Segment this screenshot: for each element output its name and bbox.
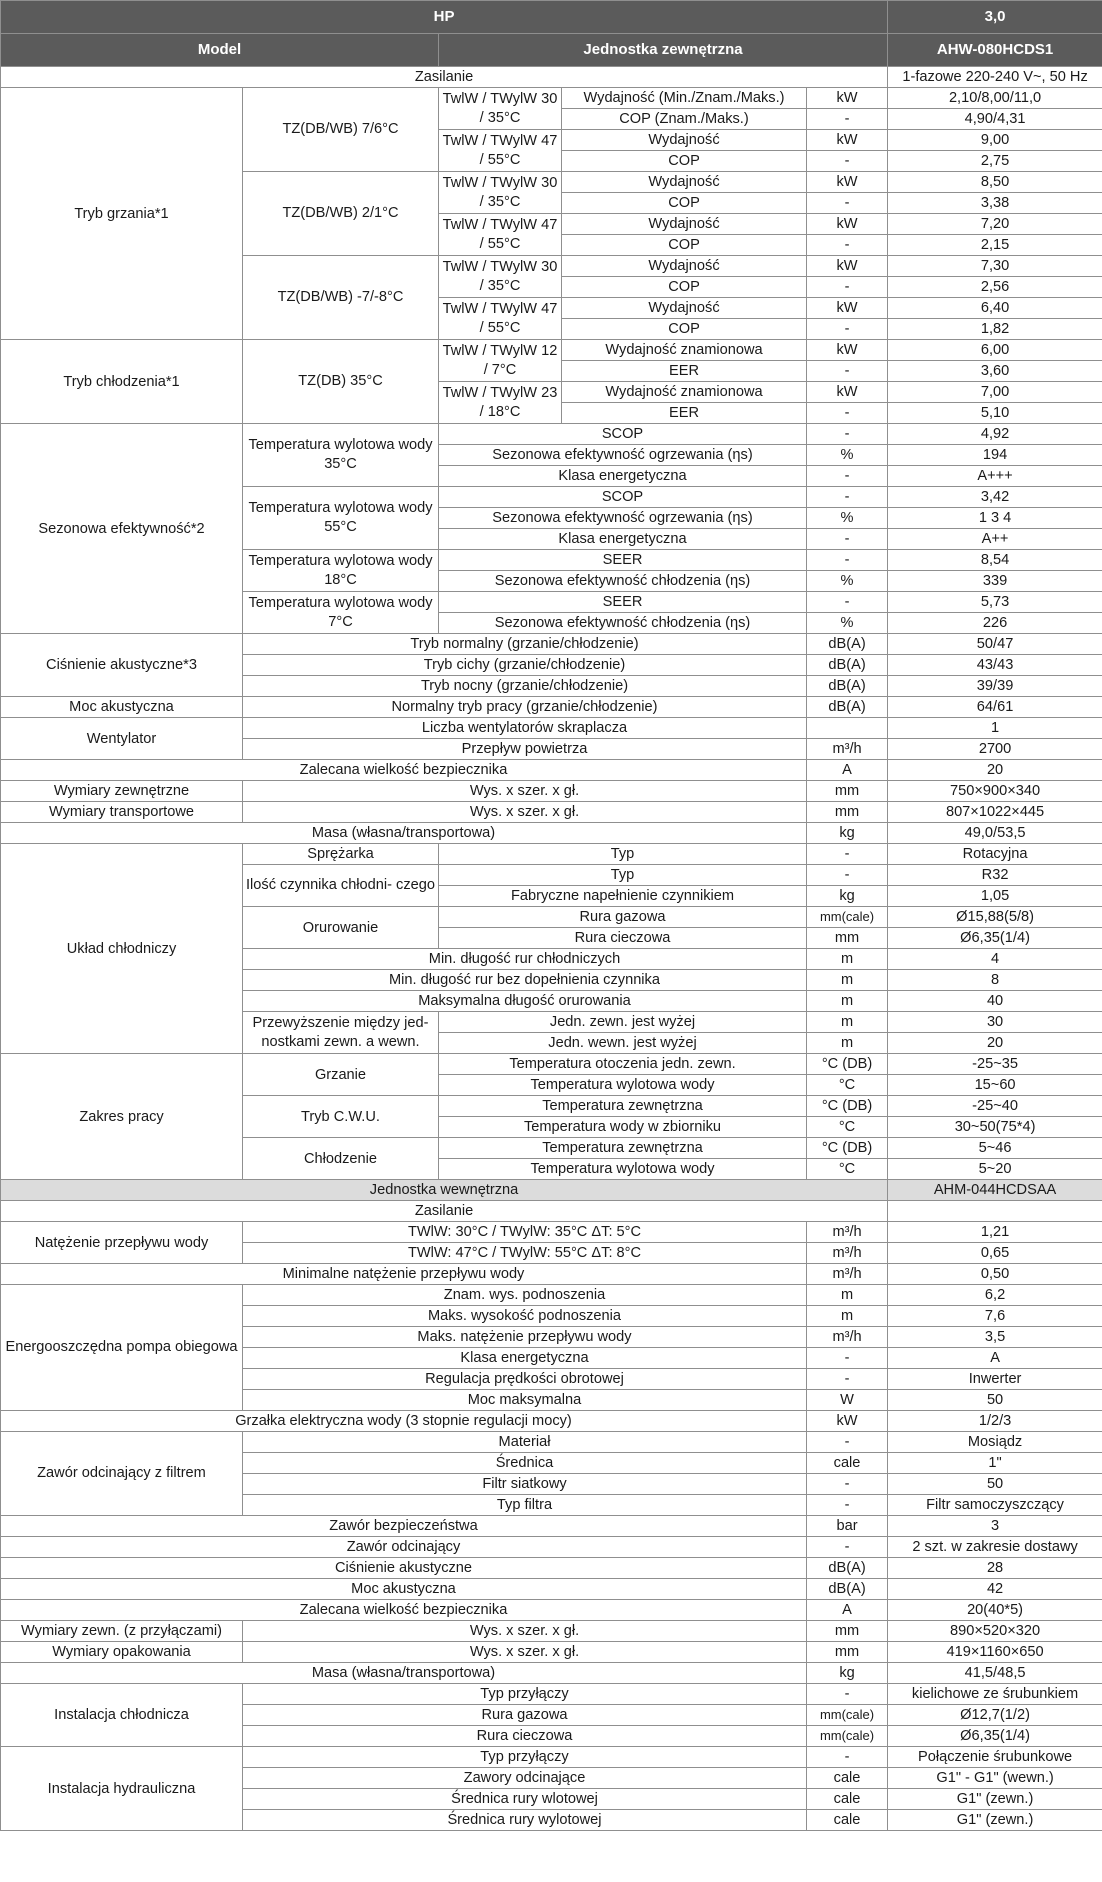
table-row: Tryb grzania*1 TZ(DB/WB) 7/6°C TwlW / TWylW 30 / 35°C Wydajność (Min./Znam./Maks.) kW 2,10/8,00/11,0 (1, 88, 1102, 109)
outdoor-unit-label: Jednostka zewnętrzna (439, 34, 888, 67)
table-row: Rura gazowa mm(cale) Ø12,7(1/2) (1, 1705, 1102, 1726)
table-row: Tryb C.W.U. Temperatura zewnętrzna °C (DB) -25~40 (1, 1096, 1102, 1117)
seasonal-label: Sezonowa efektywność*2 (1, 424, 243, 634)
table-row: Sezonowa efektywność chłodzenia (ηs) % 339 (1, 571, 1102, 592)
table-row: Moc akustyczna Normalny tryb pracy (grzanie/chłodzenie) dB(A) 64/61 (1, 697, 1102, 718)
table-row: Energooszczędna pompa obiegowa Znam. wys. podnoszenia m 6,2 (1, 1285, 1102, 1306)
table-row: Moc maksymalna W 50 (1, 1390, 1102, 1411)
table-row: TZ(DB/WB) -7/-8°C TwlW / TWylW 30 / 35°C Wydajność kW 7,30 (1, 256, 1102, 277)
table-row: Średnica cale 1" (1, 1453, 1102, 1474)
table-row: Maksymalna długość orurowania m 40 (1, 991, 1102, 1012)
table-row: Ciśnienie akustyczne dB(A) 28 (1, 1558, 1102, 1579)
cooling-label: Tryb chłodzenia*1 (1, 340, 243, 424)
table-row: Zawór bezpieczeństwa bar 3 (1, 1516, 1102, 1537)
table-row: Przewyższenie między jed- nostkami zewn. a wewn. Jedn. zewn. jest wyżej m 30 (1, 1012, 1102, 1033)
table-row: Orurowanie Rura gazowa mm(cale) Ø15,88(5/8) (1, 907, 1102, 928)
table-row: Masa (własna/transportowa) kg 41,5/48,5 (1, 1663, 1102, 1684)
table-row: EER - 3,60 (1, 361, 1102, 382)
table-row: Układ chłodniczy Sprężarka Typ - Rotacyjna (1, 844, 1102, 865)
table-row: Sezonowa efektywność ogrzewania (ηs) % 1 3 4 (1, 508, 1102, 529)
table-row: EER - 5,10 (1, 403, 1102, 424)
table-row: Tryb cichy (grzanie/chłodzenie) dB(A) 43/43 (1, 655, 1102, 676)
table-row: Temperatura wylotowa wody 18°C SEER - 8,54 (1, 550, 1102, 571)
indoor-section-row (1, 1180, 1102, 1201)
model-label: Model (1, 34, 439, 67)
table-row: Filtr siatkowy - 50 (1, 1474, 1102, 1495)
table-row: Zakres pracy Grzanie Temperatura otoczenia jedn. zewn. °C (DB) -25~35 (1, 1054, 1102, 1075)
table-row: Chłodzenie Temperatura zewnętrzna °C (DB) 5~46 (1, 1138, 1102, 1159)
table-row: Natężenie przepływu wody TWlW: 30°C / TWylW: 35°C ΔT: 5°C m³/h 1,21 (1, 1222, 1102, 1243)
header-row-hp (1, 1, 1102, 34)
table-row: Grzałka elektryczna wody (3 stopnie regulacji mocy) kW 1/2/3 (1, 1411, 1102, 1432)
indoor-model: AHM-044HCDSAA (888, 1180, 1102, 1201)
table-row: Temperatura wylotowa wody °C 15~60 (1, 1075, 1102, 1096)
table-row: Moc akustyczna dB(A) 42 (1, 1579, 1102, 1600)
table-row: Wymiary zewn. (z przyłączami) Wys. x szer. x gł. mm 890×520×320 (1, 1621, 1102, 1642)
table-row: Rura cieczowa mm Ø6,35(1/4) (1, 928, 1102, 949)
table-row: Zawór odcinający - 2 szt. w zakresie dostawy (1, 1537, 1102, 1558)
hp-label: HP (1, 1, 888, 34)
table-row: Instalacja hydrauliczna Typ przyłączy - Połączenie śrubunkowe (1, 1747, 1102, 1768)
table-row: Rura cieczowa mm(cale) Ø6,35(1/4) (1, 1726, 1102, 1747)
table-row: Jedn. wewn. jest wyżej m 20 (1, 1033, 1102, 1054)
table-row: COP (Znam./Maks.) - 4,90/4,31 (1, 109, 1102, 130)
table-row: Zawór odcinający z filtrem Materiał - Mosiądz (1, 1432, 1102, 1453)
table-row: Sezonowa efektywność ogrzewania (ηs) % 194 (1, 445, 1102, 466)
table-row: Temperatura wylotowa wody 7°C SEER - 5,73 (1, 592, 1102, 613)
table-row: Zalecana wielkość bezpiecznika A 20 (1, 760, 1102, 781)
table-row: Min. długość rur bez dopełnienia czynnika m 8 (1, 970, 1102, 991)
table-row: COP - 1,82 (1, 319, 1102, 340)
table-row: Instalacja chłodnicza Typ przyłączy - kielichowe ze śrubunkiem (1, 1684, 1102, 1705)
table-row: Zasilanie 1-fazowe 220-240 V~, 50 Hz (1, 67, 1102, 88)
table-row: Ilość czynnika chłodni- czego Typ - R32 (1, 865, 1102, 886)
table-row: Tryb nocny (grzanie/chłodzenie) dB(A) 39/39 (1, 676, 1102, 697)
table-row: Średnica rury wlotowej cale G1" (zewn.) (1, 1789, 1102, 1810)
range-label: Zakres pracy (1, 1054, 243, 1180)
table-row: Wymiary opakowania Wys. x szer. x gł. mm 419×1160×650 (1, 1642, 1102, 1663)
table-row: Maks. natężenie przepływu wody m³/h 3,5 (1, 1327, 1102, 1348)
table-row: Sezonowa efektywność*2 Temperatura wylotowa wody 35°C SCOP - 4,92 (1, 424, 1102, 445)
table-row: COP - 2,15 (1, 235, 1102, 256)
indoor-unit-label: Jednostka wewnętrzna (1, 1180, 888, 1201)
table-row: Klasa energetyczna - A (1, 1348, 1102, 1369)
table-row: Zalecana wielkość bezpiecznika A 20(40*5) (1, 1600, 1102, 1621)
outdoor-model: AHW-080HCDS1 (888, 34, 1102, 67)
table-row: Minimalne natężenie przepływu wody m³/h 0,50 (1, 1264, 1102, 1285)
table-row: TwlW / TWylW 23 / 18°C Wydajność znamionowa kW 7,00 (1, 382, 1102, 403)
table-row: Klasa energetyczna - A++ (1, 529, 1102, 550)
table-row: Fabryczne napełnienie czynnikiem kg 1,05 (1, 886, 1102, 907)
table-row: Maks. wysokość podnoszenia m 7,6 (1, 1306, 1102, 1327)
table-row: Klasa energetyczna - A+++ (1, 466, 1102, 487)
table-row: Wymiary zewnętrzne Wys. x szer. x gł. mm 750×900×340 (1, 781, 1102, 802)
table-row: Wymiary transportowe Wys. x szer. x gł. mm 807×1022×445 (1, 802, 1102, 823)
table-row: TWlW: 47°C / TWylW: 55°C ΔT: 8°C m³/h 0,65 (1, 1243, 1102, 1264)
table-row: Wentylator Liczba wentylatorów skraplacza 1 (1, 718, 1102, 739)
table-row: Zawory odcinające cale G1" - G1" (wewn.) (1, 1768, 1102, 1789)
table-row: COP - 2,56 (1, 277, 1102, 298)
table-row: Sezonowa efektywność chłodzenia (ηs) % 226 (1, 613, 1102, 634)
table-row: Typ filtra - Filtr samoczyszczący (1, 1495, 1102, 1516)
table-row: TZ(DB/WB) 2/1°C TwlW / TWylW 30 / 35°C Wydajność kW 8,50 (1, 172, 1102, 193)
table-row: Zasilanie (1, 1201, 1102, 1222)
refrigerant-label: Układ chłodniczy (1, 844, 243, 1054)
table-row: Regulacja prędkości obrotowej - Inwerter (1, 1369, 1102, 1390)
header-row-model (1, 34, 1102, 67)
table-row: COP - 3,38 (1, 193, 1102, 214)
heating-label: Tryb grzania*1 (1, 88, 243, 340)
table-row: Temperatura wylotowa wody 55°C SCOP - 3,42 (1, 487, 1102, 508)
table-row: TwlW / TWylW 47 / 55°C Wydajność kW 9,00 (1, 130, 1102, 151)
table-row: Średnica rury wylotowej cale G1" (zewn.) (1, 1810, 1102, 1831)
table-row: Przepływ powietrza m³/h 2700 (1, 739, 1102, 760)
table-row: COP - 2,75 (1, 151, 1102, 172)
table-row: Temperatura wody w zbiorniku °C 30~50(75*4) (1, 1117, 1102, 1138)
table-row: TwlW / TWylW 47 / 55°C Wydajność kW 6,40 (1, 298, 1102, 319)
table-row: Min. długość rur chłodniczych m 4 (1, 949, 1102, 970)
table-row: Temperatura wylotowa wody °C 5~20 (1, 1159, 1102, 1180)
table-row: Masa (własna/transportowa) kg 49,0/53,5 (1, 823, 1102, 844)
table-row: Tryb chłodzenia*1 TZ(DB) 35°C TwlW / TWylW 12 / 7°C Wydajność znamionowa kW 6,00 (1, 340, 1102, 361)
table-row: Ciśnienie akustyczne*3 Tryb normalny (grzanie/chłodzenie) dB(A) 50/47 (1, 634, 1102, 655)
table-row: TwlW / TWylW 47 / 55°C Wydajność kW 7,20 (1, 214, 1102, 235)
hp-value: 3,0 (888, 1, 1102, 34)
